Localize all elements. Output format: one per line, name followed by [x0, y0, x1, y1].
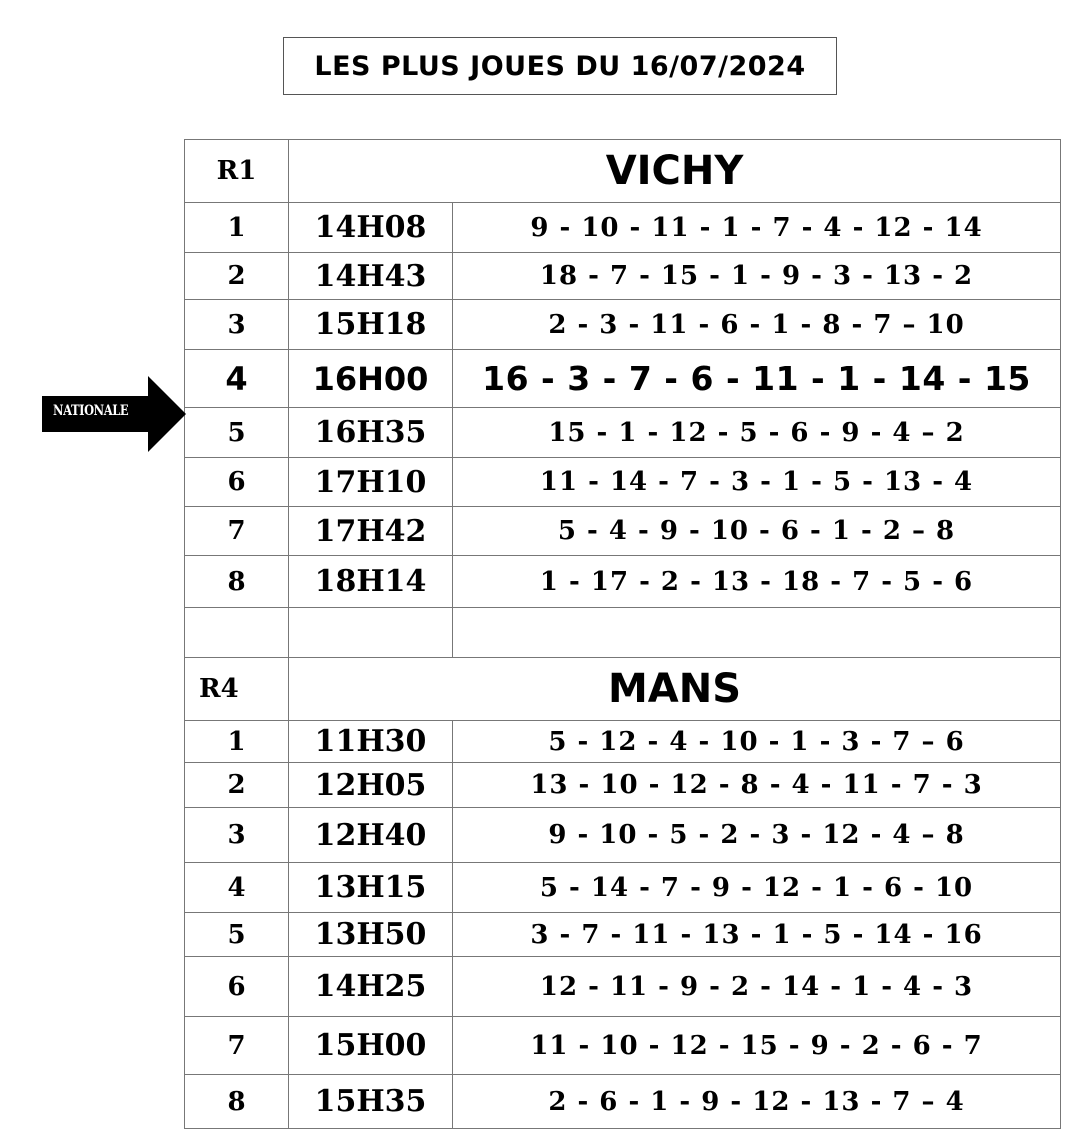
race-time: 15H00 — [289, 1017, 453, 1075]
table-row — [185, 458, 1061, 507]
race-number: 4 — [185, 863, 289, 913]
race-selection: 3 - 7 - 11 - 13 - 1 - 5 - 14 - 16 — [453, 913, 1061, 957]
race-time: 16H35 — [289, 408, 453, 458]
race-selection: 5 - 14 - 7 - 9 - 12 - 1 - 6 - 10 — [453, 863, 1061, 913]
table-row — [185, 863, 1061, 913]
table-row — [185, 913, 1061, 957]
race-selection: 15 - 1 - 12 - 5 - 6 - 9 - 4 – 2 — [453, 408, 1061, 458]
race-time: 15H18 — [289, 300, 453, 350]
empty-row — [185, 608, 1061, 658]
race-number: 7 — [185, 507, 289, 556]
empty-cell — [453, 608, 1061, 658]
race-time: 16H00 — [289, 350, 453, 408]
venue-name: VICHY — [289, 140, 1061, 203]
race-selection: 16 - 3 - 7 - 6 - 11 - 1 - 14 - 15 — [453, 350, 1061, 408]
table-row — [185, 556, 1061, 608]
venue-name: MANS — [289, 658, 1061, 721]
race-number: 5 — [185, 913, 289, 957]
empty-cell — [289, 608, 453, 658]
race-selection: 2 - 3 - 11 - 6 - 1 - 8 - 7 – 10 — [453, 300, 1061, 350]
race-number: 7 — [185, 1017, 289, 1075]
race-selection: 11 - 10 - 12 - 15 - 9 - 2 - 6 - 7 — [453, 1017, 1061, 1075]
race-number: 8 — [185, 556, 289, 608]
race-time: 14H43 — [289, 253, 453, 300]
race-time: 12H05 — [289, 763, 453, 808]
race-time: 18H14 — [289, 556, 453, 608]
meeting-header-row — [185, 658, 1061, 721]
race-number: 4 — [185, 350, 289, 408]
table-row — [185, 763, 1061, 808]
race-selection: 12 - 11 - 9 - 2 - 14 - 1 - 4 - 3 — [453, 957, 1061, 1017]
race-selection: 13 - 10 - 12 - 8 - 4 - 11 - 7 - 3 — [453, 763, 1061, 808]
race-number: 6 — [185, 458, 289, 507]
table-row — [185, 957, 1061, 1017]
race-number: 2 — [185, 763, 289, 808]
race-time: 13H50 — [289, 913, 453, 957]
race-selection: 1 - 17 - 2 - 13 - 18 - 7 - 5 - 6 — [453, 556, 1061, 608]
table-row — [185, 1017, 1061, 1075]
meeting-label: R4 — [185, 658, 289, 721]
race-selection: 5 - 4 - 9 - 10 - 6 - 1 - 2 – 8 — [453, 507, 1061, 556]
table-row — [185, 203, 1061, 253]
race-selection: 11 - 14 - 7 - 3 - 1 - 5 - 13 - 4 — [453, 458, 1061, 507]
table-row — [185, 808, 1061, 863]
race-number: 3 — [185, 808, 289, 863]
empty-cell — [185, 608, 289, 658]
race-time: 11H30 — [289, 721, 453, 763]
race-number: 5 — [185, 408, 289, 458]
race-time: 13H15 — [289, 863, 453, 913]
race-time: 14H25 — [289, 957, 453, 1017]
table-row — [185, 721, 1061, 763]
meeting-header-row — [185, 140, 1061, 203]
table-row-highlighted — [185, 350, 1061, 408]
race-number: 6 — [185, 957, 289, 1017]
race-selection: 5 - 12 - 4 - 10 - 1 - 3 - 7 – 6 — [453, 721, 1061, 763]
race-time: 15H35 — [289, 1075, 453, 1129]
race-time: 14H08 — [289, 203, 453, 253]
page-title: LES PLUS JOUES DU 16/07/2024 — [283, 37, 837, 95]
table-row — [185, 408, 1061, 458]
race-selection: 9 - 10 - 5 - 2 - 3 - 12 - 4 – 8 — [453, 808, 1061, 863]
table-row — [185, 1075, 1061, 1129]
table-row — [185, 253, 1061, 300]
race-time: 17H10 — [289, 458, 453, 507]
race-time: 17H42 — [289, 507, 453, 556]
race-selection: 9 - 10 - 11 - 1 - 7 - 4 - 12 - 14 — [453, 203, 1061, 253]
race-number: 8 — [185, 1075, 289, 1129]
race-selection: 2 - 6 - 1 - 9 - 12 - 13 - 7 – 4 — [453, 1075, 1061, 1129]
races-table — [184, 139, 1061, 1129]
race-number: 2 — [185, 253, 289, 300]
table-row — [185, 507, 1061, 556]
race-number: 1 — [185, 721, 289, 763]
race-number: 3 — [185, 300, 289, 350]
race-selection: 18 - 7 - 15 - 1 - 9 - 3 - 13 - 2 — [453, 253, 1061, 300]
race-number: 1 — [185, 203, 289, 253]
meeting-label: R1 — [185, 140, 289, 203]
race-time: 12H40 — [289, 808, 453, 863]
arrow-label: NATIONALE — [53, 403, 129, 419]
table-row — [185, 300, 1061, 350]
